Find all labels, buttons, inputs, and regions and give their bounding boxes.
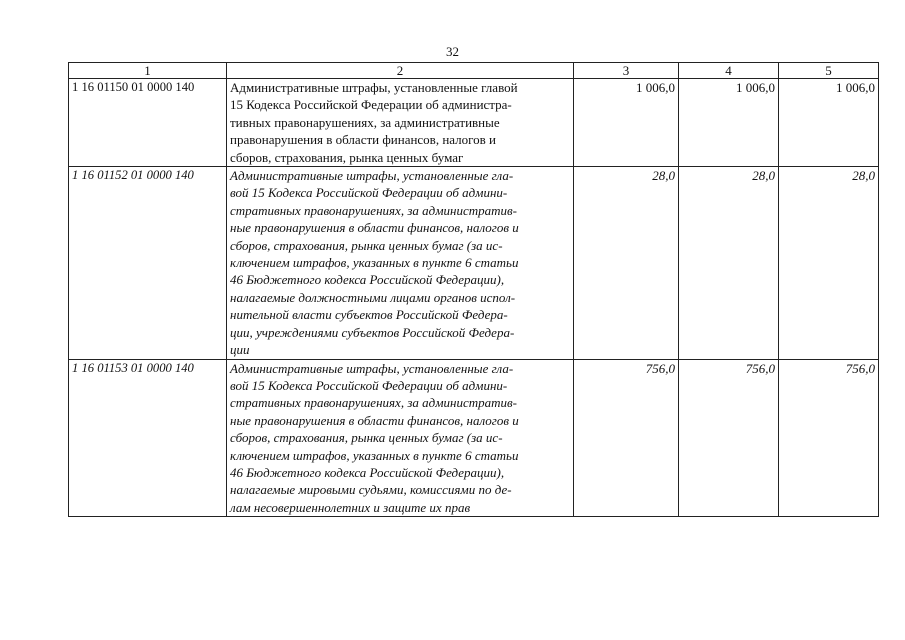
description-line: Административные штрафы, установленные главой (230, 80, 518, 95)
column-header-2: 2 (227, 63, 574, 79)
table-body (69, 79, 879, 517)
amount-year-2: 756,0 (679, 359, 779, 517)
description-line: налагаемые должностными лицами органов испол- (230, 289, 516, 305)
amount-year-3: 28,0 (779, 167, 879, 359)
description-line: 15 Кодекса Российской Федерации об администра- (230, 97, 512, 113)
description-line: 46 Бюджетного кодекса Российской Федерации), (230, 272, 505, 288)
description-line: ные правонарушения в области финансов, налогов и (230, 220, 519, 236)
column-header-5: 5 (779, 63, 879, 79)
description-line: вой 15 Кодекса Российской Федерации об админи- (230, 185, 508, 201)
amount-year-2: 28,0 (679, 167, 779, 359)
description-line: налагаемые мировыми судьями, комиссиями по де- (230, 482, 512, 498)
amount-year-1: 1 006,0 (574, 79, 679, 167)
column-header-3: 3 (574, 63, 679, 79)
page-number: 32 (446, 44, 459, 59)
amount-year-1: 28,0 (574, 167, 679, 359)
column-header-4: 4 (679, 63, 779, 79)
description-line: нительной власти субъектов Российской Федера- (230, 307, 508, 323)
description-line: стративных правонарушениях, за административ- (230, 395, 517, 411)
description-line: ключением штрафов, указанных в пункте 6 статьи (230, 255, 519, 271)
budget-code: 1 16 01152 01 0000 140 (69, 167, 227, 359)
amount-year-3: 1 006,0 (779, 79, 879, 167)
description-line: ключением штрафов, указанных в пункте 6 статьи (230, 447, 519, 463)
description-line: лам несовершеннолетних и защите их прав (230, 499, 471, 515)
budget-code: 1 16 01150 01 0000 140 (69, 79, 227, 167)
description-line: правонарушения в области финансов, налогов и (230, 132, 497, 148)
description-line: стративных правонарушениях, за административ- (230, 202, 517, 218)
revenue-description (227, 359, 574, 517)
table-row (69, 167, 879, 359)
description-line: сборов, страхования, рынка ценных бумаг (за ис- (230, 430, 503, 446)
column-header-1: 1 (69, 63, 227, 79)
budget-table (68, 62, 879, 517)
description-line: Административные штрафы, установленные гла- (230, 168, 514, 184)
description-line: ные правонарушения в области финансов, налогов и (230, 412, 519, 428)
header-row (69, 63, 879, 79)
description-line: сборов, страхования, рынка ценных бумаг (230, 149, 464, 165)
budget-code: 1 16 01153 01 0000 140 (69, 359, 227, 517)
amount-year-1: 756,0 (574, 359, 679, 517)
amount-year-3: 756,0 (779, 359, 879, 517)
description-line: ции (230, 342, 250, 358)
description-line: вой 15 Кодекса Российской Федерации об админи- (230, 377, 508, 393)
description-line: ции, учреждениями субъектов Российской Федера- (230, 324, 515, 340)
table-row (69, 359, 879, 517)
description-line: тивных правонарушениях, за административные (230, 114, 500, 130)
description-line: сборов, страхования, рынка ценных бумаг (за ис- (230, 237, 503, 253)
revenue-description (227, 167, 574, 359)
description-line: 46 Бюджетного кодекса Российской Федерации), (230, 464, 505, 480)
table-row (69, 79, 879, 167)
revenue-description (227, 79, 574, 167)
amount-year-2: 1 006,0 (679, 79, 779, 167)
description-line: Административные штрафы, установленные гла- (230, 360, 514, 376)
